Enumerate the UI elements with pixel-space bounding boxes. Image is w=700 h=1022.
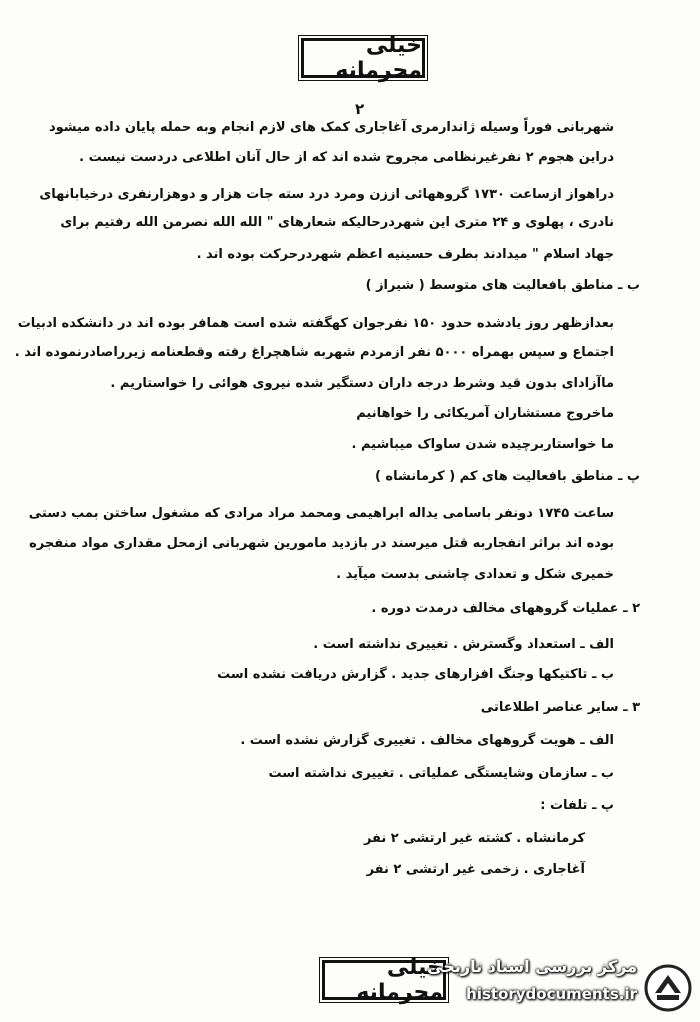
- casualty-line: کرمانشاه . کشته غیر ارتشی ۲ نفر: [363, 831, 585, 846]
- demand-line: ما خواستاربرچیده شدن ساواک میباشیم .: [351, 437, 614, 452]
- page-number: ۲: [355, 100, 365, 118]
- text-line: ب ـ تاکتیکها وجنگ افزارهای جدید . گزارش دریافت نشده است: [217, 667, 614, 682]
- watermark: [427, 955, 697, 1017]
- text-line: الف ـ هویت گروههای مخالف . تغییری گزارش نشده است .: [240, 733, 614, 748]
- section-heading: ۲ ـ عملیات گروههای مخالف درمدت دوره .: [371, 601, 640, 616]
- text-line: اجتماع و سپس بهمراه ۵۰۰۰ نفر ازمردم شهربه شاهچراغ رفته وقطعنامه زیرراصادرنموده اند .: [14, 345, 614, 360]
- text-line: الف ـ استعداد وگسترش . تغییری نداشته است .: [313, 637, 614, 652]
- top-classification-stamp: خیلی محرمانه: [301, 38, 425, 78]
- text-line: دراین هجوم ۲ نفرغیرنظامی مجروح شده اند که از حال آنان اطلاعی دردست نیست .: [79, 150, 614, 165]
- text-line: خمیری شکل و تعدادی چاشنی بدست میآید .: [336, 567, 614, 582]
- demand-line: ماخروج مستشاران آمریکائی را خواهانیم: [356, 406, 614, 421]
- text-line: دراهواز ازساعت ۱۷۳۰ گروههائی اززن ومرد درد سته جات هزار و دوهزارنفری درخیابانهای: [39, 187, 614, 202]
- text-line: ب ـ سازمان وشایستگی عملیاتی . تغییری نداشته است: [268, 766, 614, 781]
- archive-logo-icon: [643, 963, 693, 1013]
- section-heading: ب ـ مناطق بافعالیت های متوسط ( شیراز ): [365, 278, 640, 293]
- text-line: پ ـ تلفات :: [540, 798, 614, 813]
- text-line: جهاد اسلام " میدادند بطرف حسینیه اعظم شهردرحرکت بوده اند .: [196, 247, 614, 262]
- watermark-url: historydocuments.ir: [466, 985, 637, 1003]
- text-line: شهربانی فوراً وسیله ژاندارمری آغاجاری کمک های لازم انجام وبه حمله پایان داده میشود: [48, 120, 614, 135]
- text-line: بوده اند براثر انفجاربه قتل میرسند در بازدید مامورین شهربانی ازمحل مقداری مواد منفجره: [29, 536, 614, 551]
- watermark-name: مرکز بررسی اسناد تاریخی: [427, 957, 637, 976]
- text-line: ساعت ۱۷۴۵ دونفر باسامی یداله ابراهیمی ومحمد مراد مرادی که مشغول ساختن بمب دستی: [28, 506, 614, 521]
- text-line: بعدازظهر روز یادشده حدود ۱۵۰ نفرجوان کهگفته شده است همافر بوده اند در دانشکده ادبیات: [17, 316, 614, 331]
- casualty-line: آغاجاری . زخمی غیر ارتشی ۲ نفر: [366, 862, 585, 877]
- section-heading: ۳ ـ سایر عناصر اطلاعاتی: [480, 700, 640, 715]
- text-line: نادری ، پهلوی و ۲۴ متری این شهردرحالیکه شعارهای " الله الله نصرمن الله رفتیم برای: [60, 215, 614, 230]
- section-heading: پ ـ مناطق بافعالیت های کم ( کرمانشاه ): [374, 469, 640, 484]
- bottom-classification-stamp: خیلی محرمانه: [322, 960, 446, 1000]
- demand-line: ماآزادای بدون قید وشرط درجه داران دستگیر شده نیروی هوائی را خواستاریم .: [110, 376, 614, 391]
